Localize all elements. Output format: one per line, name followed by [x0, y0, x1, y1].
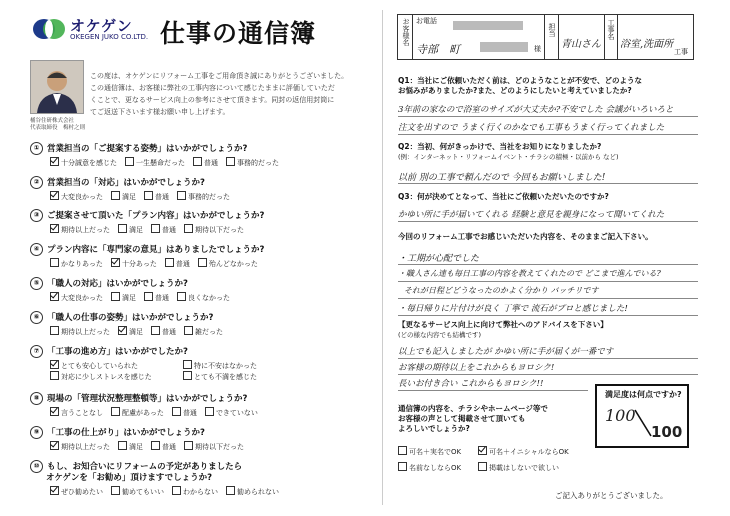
answer-line	[398, 358, 698, 359]
checkbox-icon[interactable]	[111, 486, 120, 495]
greeting-line: てご返送下さいます様お願い申し上げます。	[90, 108, 230, 116]
answer-line	[398, 315, 698, 316]
option[interactable]	[50, 224, 110, 235]
question-number: ⑤	[30, 277, 43, 290]
question-6	[30, 311, 370, 337]
checkbox-icon[interactable]	[172, 407, 181, 416]
option[interactable]	[118, 224, 143, 235]
answer-q4-line4: ・毎日帰りに片付けが良く 丁寧で 流石がプロと感じました!	[398, 304, 628, 314]
option-label: 対応に少しストレスを感じた	[61, 373, 152, 381]
checkbox-icon[interactable]	[205, 407, 214, 416]
option-row	[50, 407, 370, 418]
checkbox-icon[interactable]	[118, 224, 127, 233]
footer-thanks: ご記入ありがとうございました。	[555, 491, 668, 500]
option[interactable]	[172, 486, 218, 497]
work-label: 工事名	[607, 19, 615, 40]
option[interactable]	[50, 407, 103, 418]
option-label: 普通	[162, 226, 176, 234]
option-label: とても不満を感じた	[194, 373, 257, 381]
answer-line	[398, 374, 698, 375]
option-label: ぜひ勧めたい	[61, 488, 103, 496]
phone-label: お電話	[416, 17, 437, 25]
answer-q5-line1: 以上でも記入しましたが かゆい所に手が届くが一番です	[398, 347, 614, 357]
option-label: 普通	[162, 328, 176, 336]
checkbox-icon[interactable]	[183, 371, 192, 380]
consent-label: 名前なしならOK	[409, 464, 462, 472]
option-label: 事務的だった	[237, 159, 279, 167]
question-1	[30, 142, 370, 168]
consent-option[interactable]	[478, 446, 569, 457]
option-label: 期待以上だった	[61, 443, 110, 451]
checked-checkbox-icon[interactable]	[50, 191, 59, 200]
question-4	[30, 243, 370, 269]
option-label: 勧めてもいい	[122, 488, 164, 496]
option[interactable]	[205, 407, 258, 418]
signer	[30, 118, 85, 132]
satisfaction-denominator: 100	[651, 423, 683, 441]
option[interactable]	[184, 224, 244, 235]
consent-option[interactable]	[478, 462, 559, 473]
question-text: ご提案させて頂いた「プラン内容」はいかがでしょうか?	[47, 211, 265, 221]
answer-q5-line3: 長いお付き合い これからもヨロシク!!	[398, 379, 544, 389]
option[interactable]	[193, 157, 218, 168]
option[interactable]	[226, 486, 279, 497]
question-heading	[30, 392, 370, 405]
checkbox-icon[interactable]	[184, 326, 193, 335]
option-row	[50, 191, 370, 202]
question-text: 営業担当の「対応」はいかがでしょうか?	[47, 178, 205, 188]
option[interactable]	[198, 258, 258, 269]
option[interactable]	[151, 224, 176, 235]
name-suffix: 様	[534, 45, 541, 53]
checked-checkbox-icon[interactable]	[50, 486, 59, 495]
question-heading	[30, 176, 370, 189]
checkbox-icon[interactable]	[118, 441, 127, 450]
question-9	[30, 426, 370, 452]
option[interactable]	[177, 191, 230, 202]
consent-label: 可名＋イニシャルならOK	[489, 448, 569, 456]
greeting-line: この通信簿は、お客様に弊社の工事内容について感じたままに評価していただ	[90, 84, 335, 92]
consent-option[interactable]	[398, 446, 461, 457]
checked-checkbox-icon[interactable]	[118, 326, 127, 335]
q2-line: Q2：当初、何がきっかけで、当社をお知りになりましたか?	[398, 142, 602, 151]
option[interactable]	[118, 326, 143, 337]
option[interactable]	[125, 157, 185, 168]
option[interactable]	[50, 371, 175, 382]
option[interactable]	[50, 191, 103, 202]
question-7	[30, 345, 370, 382]
question-heading	[30, 311, 370, 324]
option-label: 十分誠意を感じた	[61, 159, 117, 167]
option[interactable]	[183, 371, 308, 382]
answer-q4-line1: ・工期が心配でした	[398, 254, 480, 264]
option-label: 普通	[204, 159, 218, 167]
option-row	[50, 486, 370, 497]
okegen-logo-icon	[32, 16, 66, 42]
question-3	[30, 209, 370, 235]
option[interactable]	[111, 486, 164, 497]
checked-checkbox-icon[interactable]	[50, 360, 59, 369]
option[interactable]	[111, 292, 136, 303]
question-number: ①	[30, 142, 43, 155]
question-text: 営業担当の「ご提案する姿勢」はいかがでしょうか?	[47, 144, 248, 154]
question-q4	[398, 232, 698, 242]
answer-q3: かゆい所に手が届いてくれる 経験と意見を親身になって聞いてくれた	[398, 210, 665, 220]
option-row	[50, 157, 370, 168]
logo-text: オケゲン	[70, 17, 133, 35]
option[interactable]	[50, 441, 110, 452]
option[interactable]	[177, 292, 230, 303]
answer-q1-line1: 3年前の家なので浴室のサイズが大丈夫か?不安でした 会議がいろいろと	[398, 105, 674, 115]
option[interactable]	[111, 191, 136, 202]
option-label: かなりあった	[61, 260, 103, 268]
customer-info-table	[397, 14, 694, 60]
question-text-line2: オケゲンを「お勧め」頂けますでしょうか?	[46, 473, 213, 483]
q4-line: 今回のリフォーム工事でお感じいただいた内容を、そのままご記入下さい。	[398, 232, 653, 241]
option-row	[50, 360, 370, 382]
option[interactable]	[50, 157, 117, 168]
q1-line2: お悩みがありましたか?また、どのようにしたいと考えていましたか?	[398, 86, 632, 95]
answer-line	[398, 134, 698, 135]
checked-checkbox-icon[interactable]	[50, 292, 59, 301]
question-q3	[398, 192, 698, 202]
q5-note: (どの様な内容でも結構です)	[398, 331, 482, 339]
answer-q4-line2: ・職人さん達も毎日工事の内容を教えてくれたので どこまで進んでいる?	[398, 269, 661, 278]
answer-line	[398, 116, 698, 117]
checkbox-icon[interactable]	[111, 407, 120, 416]
option-row	[50, 258, 370, 269]
logo-subtitle: OKEGEN JUKO CO.LTD.	[70, 33, 149, 41]
question-text: 「工事の仕上がり」はいかがでしょうか?	[47, 428, 205, 438]
checkbox-icon[interactable]	[398, 462, 407, 471]
question-heading	[30, 460, 370, 473]
option[interactable]	[184, 441, 244, 452]
checkbox-icon[interactable]	[177, 292, 186, 301]
question-number: ④	[30, 243, 43, 256]
option-label: 満足	[129, 443, 143, 451]
work-suffix: 工事	[674, 48, 688, 56]
option-row	[50, 224, 370, 235]
question-number: ③	[30, 209, 43, 222]
question-heading	[30, 426, 370, 439]
option-label: 言うことなし	[61, 409, 103, 417]
option-label: 期待以下だった	[195, 226, 244, 234]
option[interactable]	[165, 258, 190, 269]
greeting-text	[90, 70, 370, 118]
checkbox-icon[interactable]	[177, 191, 186, 200]
satisfaction-box	[595, 384, 689, 448]
option-label: 勧められない	[237, 488, 279, 496]
checked-checkbox-icon[interactable]	[478, 446, 487, 455]
option-label: 普通	[162, 443, 176, 451]
checkbox-icon[interactable]	[184, 441, 193, 450]
checked-checkbox-icon[interactable]	[111, 258, 120, 267]
option-label: 十分あった	[121, 260, 157, 268]
checkbox-icon[interactable]	[151, 441, 160, 450]
question-number: ⑨	[30, 426, 43, 439]
question-q6	[398, 404, 588, 434]
option-row	[50, 292, 370, 303]
question-number: ⑦	[30, 345, 43, 358]
question-heading	[30, 142, 370, 155]
option[interactable]	[50, 360, 175, 371]
option[interactable]	[50, 326, 110, 337]
work-name: 浴室,洗面所	[620, 39, 674, 50]
checked-checkbox-icon[interactable]	[50, 157, 59, 166]
option-label: 殆んどなかった	[208, 260, 258, 268]
option-label: 一生懸命だった	[136, 159, 185, 167]
greeting-line: くことで、更なるサービス向上の参考にさせて頂きます。同封の返信用封筒に	[90, 96, 335, 104]
customer-name: 寺部 町	[416, 43, 460, 56]
option[interactable]	[172, 407, 197, 418]
question-text: 現場の「管理状況整理整頓等」はいかがでしょうか?	[47, 394, 248, 404]
option-label: 期待以下だった	[195, 443, 244, 451]
checkbox-icon[interactable]	[193, 157, 202, 166]
checkbox-icon[interactable]	[165, 258, 174, 267]
question-text: 「職人の対応」はいかがでしょうか?	[47, 279, 188, 289]
checkbox-icon[interactable]	[478, 462, 487, 471]
answer-line	[398, 221, 698, 222]
option-row	[50, 326, 370, 337]
checkbox-icon[interactable]	[172, 486, 181, 495]
question-number: ②	[30, 176, 43, 189]
option[interactable]	[50, 258, 103, 269]
option[interactable]	[151, 441, 176, 452]
satisfaction-label: 満足度は何点ですか?	[605, 390, 682, 399]
checkbox-icon[interactable]	[144, 191, 153, 200]
checkbox-icon[interactable]	[184, 224, 193, 233]
customer-label: お客様名	[402, 18, 410, 46]
checkbox-icon[interactable]	[398, 446, 407, 455]
option[interactable]	[118, 441, 143, 452]
checkbox-icon[interactable]	[125, 157, 134, 166]
staff-name: 青山さん	[561, 39, 601, 50]
page-divider	[382, 10, 383, 505]
option-label: 期待以上だった	[61, 226, 110, 234]
option-label: 満足	[122, 294, 136, 302]
question-q2	[398, 142, 698, 162]
option-label: 普通	[182, 409, 197, 417]
q6-line3: よろしいでしょうか?	[398, 424, 470, 433]
question-text: 「工事の進め方」はいかがでしたか?	[47, 347, 188, 357]
checked-checkbox-icon[interactable]	[50, 224, 59, 233]
redacted-phone	[453, 21, 523, 30]
q5-line: 【更なるサービス向上に向けて弊社へのアドバイスを下さい】	[398, 320, 608, 329]
checkbox-icon[interactable]	[151, 224, 160, 233]
option-row	[50, 441, 370, 452]
option-label: 満足	[122, 193, 136, 201]
answer-line	[398, 183, 698, 184]
option-label: 満足	[129, 328, 143, 336]
answer-line	[398, 281, 698, 282]
page-title: 仕事の通信簿	[160, 19, 317, 48]
option-label: 良くなかった	[188, 294, 230, 302]
question-number: ⑩	[30, 460, 43, 473]
checkbox-icon[interactable]	[50, 371, 59, 380]
checkbox-icon[interactable]	[50, 326, 59, 335]
answer-q1-line2: 注文を出すので うまく行くのかなでも工事もうまく行ってくれました	[398, 123, 665, 133]
question-heading	[30, 209, 370, 222]
q6-line1: 通信簿の内容を、チラシやホームページ等で	[398, 404, 548, 413]
option[interactable]	[111, 258, 157, 269]
option[interactable]	[151, 326, 176, 337]
option-label: わからない	[183, 488, 218, 496]
checked-checkbox-icon[interactable]	[50, 441, 59, 450]
checkbox-icon[interactable]	[111, 292, 120, 301]
option-label: とても安心していられた	[61, 362, 138, 370]
answer-q2: 以前 別の工事で頼んだので 今回もお願いしました!	[398, 173, 606, 183]
option[interactable]	[111, 407, 164, 418]
question-text: もし、お知合いにリフォームの予定がありましたら	[47, 462, 243, 472]
option-label: 普通	[155, 294, 169, 302]
q1-line1: Q1：当社にご依頼いただく前は、どのようなことが不安で、どのような	[398, 76, 642, 85]
question-text: 「職人の仕事の姿勢」はいかがでしょうか?	[47, 313, 214, 323]
question-q5	[398, 320, 698, 340]
q3-line: Q3：何が決めてとなって、当社にご依頼いただいたのですか?	[398, 192, 609, 201]
answer-q4-line3: それが日程どどうなったのかよく分かり バッチリです	[404, 286, 599, 295]
option-label: 大変良かった	[61, 294, 103, 302]
question-heading	[30, 243, 370, 256]
question-5	[30, 277, 370, 303]
option-label: 普通	[175, 260, 190, 268]
question-number: ⑥	[30, 311, 43, 324]
option[interactable]	[183, 360, 308, 371]
option-label: できていない	[215, 409, 258, 417]
satisfaction-value: 100	[605, 406, 636, 425]
option-label: 雑だった	[195, 328, 223, 336]
president-photo	[30, 60, 84, 114]
signer-company: 桶谷住研株式会社	[30, 118, 75, 124]
option[interactable]	[144, 191, 169, 202]
answer-line	[398, 390, 588, 391]
answer-line	[398, 264, 698, 265]
answer-line	[398, 298, 698, 299]
option[interactable]	[50, 292, 103, 303]
checkbox-icon[interactable]	[226, 486, 235, 495]
consent-label: 掲載はしないで欲しい	[489, 464, 559, 472]
checkbox-icon[interactable]	[226, 157, 235, 166]
answer-q5-line2: お客様の期待以上をこれからもヨロシク!	[398, 363, 555, 373]
option-label: 満足	[129, 226, 143, 234]
question-heading	[30, 345, 370, 358]
option-label: 配慮があった	[122, 409, 164, 417]
question-text: プラン内容に「専門家の意見」はありましたでしょうか?	[47, 245, 265, 255]
consent-label: 可名＋実名でOK	[409, 448, 462, 456]
checkbox-icon[interactable]	[198, 258, 207, 267]
question-2	[30, 176, 370, 202]
question-q1	[398, 76, 698, 96]
question-10	[30, 460, 370, 497]
option[interactable]	[144, 292, 169, 303]
option-label: 期待以上だった	[61, 328, 110, 336]
staff-label: 担当	[548, 23, 556, 37]
checkbox-icon[interactable]	[144, 292, 153, 301]
option[interactable]	[226, 157, 279, 168]
q6-line2: お客様の声として掲載させて頂いても	[398, 414, 526, 423]
checkbox-icon[interactable]	[151, 326, 160, 335]
question-heading	[30, 277, 370, 290]
checked-checkbox-icon[interactable]	[50, 407, 59, 416]
greeting-line: この度は、オケゲンにリフォーム工事をご用命頂き誠にありがとうございました。	[90, 72, 349, 80]
person-photo-icon	[31, 61, 83, 113]
q2-example: (例：インターネット・リフォームイベント・チラシの積極・以前から など)	[398, 153, 619, 161]
checkbox-icon[interactable]	[111, 191, 120, 200]
question-8	[30, 392, 370, 418]
signer-name: 代表取締役 梅村之則	[30, 125, 86, 131]
redacted-name	[480, 42, 528, 52]
consent-option[interactable]	[398, 462, 461, 473]
checkbox-icon[interactable]	[183, 360, 192, 369]
question-number: ⑧	[30, 392, 43, 405]
option-label: 大変良かった	[61, 193, 103, 201]
option-label: 特に不安はなかった	[194, 362, 257, 370]
checkbox-icon[interactable]	[50, 258, 59, 267]
option-label: 事務的だった	[188, 193, 230, 201]
option[interactable]	[184, 326, 223, 337]
option-label: 普通	[155, 193, 169, 201]
option[interactable]	[50, 486, 103, 497]
